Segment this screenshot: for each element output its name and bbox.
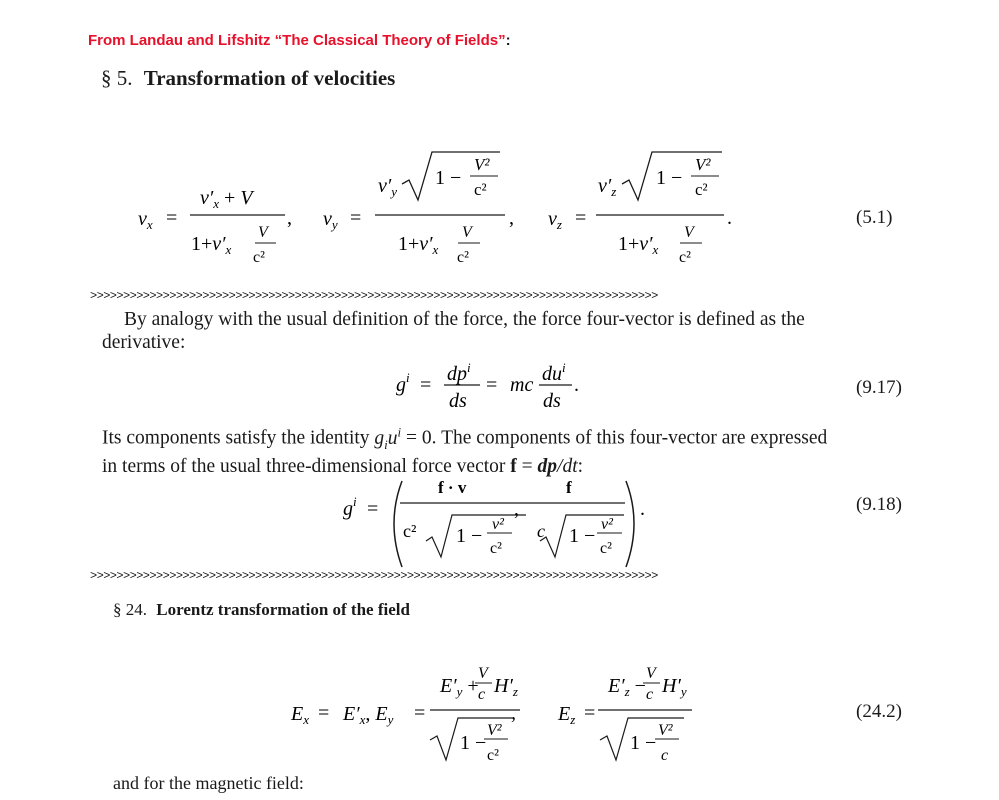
svg-text:vx: $v_x$ bbox=[138, 208, 153, 232]
svg-text:vy: $v_y$ bbox=[323, 208, 338, 232]
equation-24-2-number: (24.2) bbox=[856, 701, 902, 722]
svg-text:.: . bbox=[640, 498, 645, 520]
svg-text:,: , bbox=[509, 207, 514, 229]
force-paragraph-1-line-2: derivative: bbox=[102, 332, 186, 353]
svg-text:=: = bbox=[575, 207, 587, 229]
svg-text:ds: ds bbox=[449, 390, 467, 412]
svg-text:gi: $g^i$ bbox=[343, 494, 357, 520]
source-title: “The Classical Theory of Fields” bbox=[274, 32, 506, 49]
svg-text:Ex: $E_x$ bbox=[291, 703, 309, 727]
equation-9-17 bbox=[0, 355, 999, 415]
svg-text:gi: $g^i$ bbox=[396, 370, 410, 396]
svg-text:v′x + V: $v'_x + V$ bbox=[200, 187, 253, 211]
separator-arrows-1: >>>>>>>>>>>>>>>>>>>>>>>>>>>>>>>>>>>>>>>>>>>>>>>>>>>>>>>>>>>>>>>>>>>>>>>>>>>>>>>>>>>>>> bbox=[90, 289, 658, 303]
equation-24-2 bbox=[0, 652, 999, 772]
equation-9-18-number: (9.18) bbox=[856, 494, 902, 515]
section-24-heading bbox=[113, 600, 410, 620]
svg-text:V: V bbox=[478, 665, 488, 682]
svg-text:c²: c² bbox=[695, 180, 708, 199]
force-vector-text-b: = bbox=[516, 456, 538, 478]
svg-text:c²: c² bbox=[457, 249, 469, 266]
source-suffix: : bbox=[505, 32, 511, 49]
svg-text:=: = bbox=[166, 207, 178, 229]
svg-text:E′x, Ey: $E'_x$, $E_y$ bbox=[343, 703, 394, 727]
svg-text:c: c bbox=[478, 686, 486, 703]
svg-text:H′z: $H'_z$ bbox=[494, 675, 518, 699]
svg-text:c²: c² bbox=[403, 521, 417, 541]
svg-text:.: . bbox=[574, 374, 579, 396]
svg-text:v′z: $v'_z$ bbox=[598, 175, 617, 199]
force-vector-text-c: : bbox=[577, 456, 584, 478]
identity-text-a: Its components satisfy the identity bbox=[102, 427, 375, 449]
svg-text:v²: v² bbox=[492, 516, 504, 533]
svg-text:=: = bbox=[486, 374, 498, 396]
svg-text:c: c bbox=[646, 686, 654, 703]
svg-text:=: = bbox=[318, 702, 330, 724]
section-5-heading bbox=[101, 66, 395, 91]
svg-text:,: , bbox=[514, 498, 519, 520]
svg-text:H′y: $H'_y$ bbox=[662, 675, 687, 699]
force-paragraph-1-line-1: By analogy with the usual definition of the force, the force four-vector is defined as the bbox=[124, 309, 805, 330]
svg-text:c²: c² bbox=[487, 747, 499, 764]
svg-text:Ez: $E_z$ bbox=[558, 703, 576, 727]
svg-text:E′z −: $E'_z$ − bbox=[608, 675, 646, 699]
svg-text:vz: $v_z$ bbox=[548, 208, 562, 232]
svg-text:1+v′x: $1+v'_x$ bbox=[398, 233, 439, 257]
svg-text:V²: V² bbox=[474, 155, 490, 174]
svg-text:f · v: f · v bbox=[438, 478, 467, 497]
equation-9-18 bbox=[0, 475, 999, 575]
force-paragraph-2 bbox=[102, 420, 827, 478]
svg-text:1+v′x: $1+v'_x$ bbox=[618, 233, 659, 257]
equation-5-1 bbox=[0, 140, 999, 290]
section-24-title: Lorentz transformation of the field bbox=[156, 600, 410, 619]
svg-text:v′y: $v'_y$ bbox=[378, 175, 398, 199]
svg-text:1+v′x: $1+v'_x$ bbox=[191, 233, 232, 257]
equation-9-17-number: (9.17) bbox=[856, 377, 902, 398]
svg-text:mc: mc bbox=[510, 374, 534, 396]
svg-text:v²: v² bbox=[601, 516, 613, 533]
equation-5-1-number: (5.1) bbox=[856, 207, 893, 228]
svg-text:1 −: 1 − bbox=[435, 167, 462, 189]
svg-text:V²: V² bbox=[695, 155, 711, 174]
svg-text:c: c bbox=[537, 521, 545, 541]
svg-text:1 −: 1 − bbox=[456, 525, 483, 547]
svg-text:=: = bbox=[414, 702, 426, 724]
svg-text:V²: V² bbox=[658, 722, 673, 739]
identity-formula: $g_iu^i$ bbox=[374, 424, 402, 452]
svg-text:c²: c² bbox=[474, 180, 487, 199]
svg-text:V: V bbox=[646, 665, 656, 682]
svg-text:dui: $du^i$ bbox=[542, 360, 566, 385]
svg-text:c²: c² bbox=[253, 249, 265, 266]
svg-text:V²: V² bbox=[487, 722, 502, 739]
force-vector-text-a: in terms of the usual three-dimensional force vector bbox=[102, 456, 511, 478]
section-5-title: Transformation of velocities bbox=[143, 66, 396, 90]
force-vector-definition: dp/dt bbox=[537, 456, 578, 478]
svg-text:=: = bbox=[584, 702, 596, 724]
svg-text:c²: c² bbox=[600, 540, 612, 557]
svg-text:1 −: 1 − bbox=[569, 525, 596, 547]
svg-text:1 −: 1 − bbox=[460, 732, 487, 754]
svg-text:V: V bbox=[462, 224, 472, 241]
svg-text:1 −: 1 − bbox=[656, 167, 683, 189]
identity-text-b: = 0. The components of this four-vector are expressed bbox=[401, 427, 828, 449]
svg-text:,: , bbox=[511, 702, 516, 724]
svg-text:ds: ds bbox=[543, 390, 561, 412]
separator-arrows-2: >>>>>>>>>>>>>>>>>>>>>>>>>>>>>>>>>>>>>>>>>>>>>>>>>>>>>>>>>>>>>>>>>>>>>>>>>>>>>>>>>>>>>> bbox=[90, 569, 658, 583]
source-prefix: From Landau and Lifshitz bbox=[88, 32, 275, 49]
svg-text:dpi: $dp^i$ bbox=[447, 360, 471, 385]
source-attribution bbox=[88, 32, 511, 49]
section-5-symbol: § 5. bbox=[101, 66, 133, 90]
svg-text:=: = bbox=[350, 207, 362, 229]
svg-text:=: = bbox=[367, 498, 379, 520]
svg-text:c: c bbox=[661, 747, 669, 764]
magnetic-field-intro: and for the magnetic field: bbox=[113, 773, 304, 793]
svg-text:V: V bbox=[258, 224, 268, 241]
force-paragraph-2-line-1 bbox=[102, 420, 827, 455]
section-24-symbol: § 24. bbox=[113, 600, 147, 619]
svg-text:=: = bbox=[420, 374, 432, 396]
svg-text:1 −: 1 − bbox=[630, 732, 657, 754]
svg-text:c²: c² bbox=[490, 540, 502, 557]
svg-text:f: f bbox=[566, 478, 572, 497]
svg-text:.: . bbox=[727, 207, 732, 229]
svg-text:E′y +: $E'_y$ + bbox=[440, 675, 479, 699]
force-paragraph-1 bbox=[102, 308, 805, 354]
force-vector-symbol: f bbox=[510, 456, 517, 478]
svg-text:V: V bbox=[684, 224, 694, 241]
svg-text:,: , bbox=[287, 207, 292, 229]
svg-text:c²: c² bbox=[679, 249, 691, 266]
